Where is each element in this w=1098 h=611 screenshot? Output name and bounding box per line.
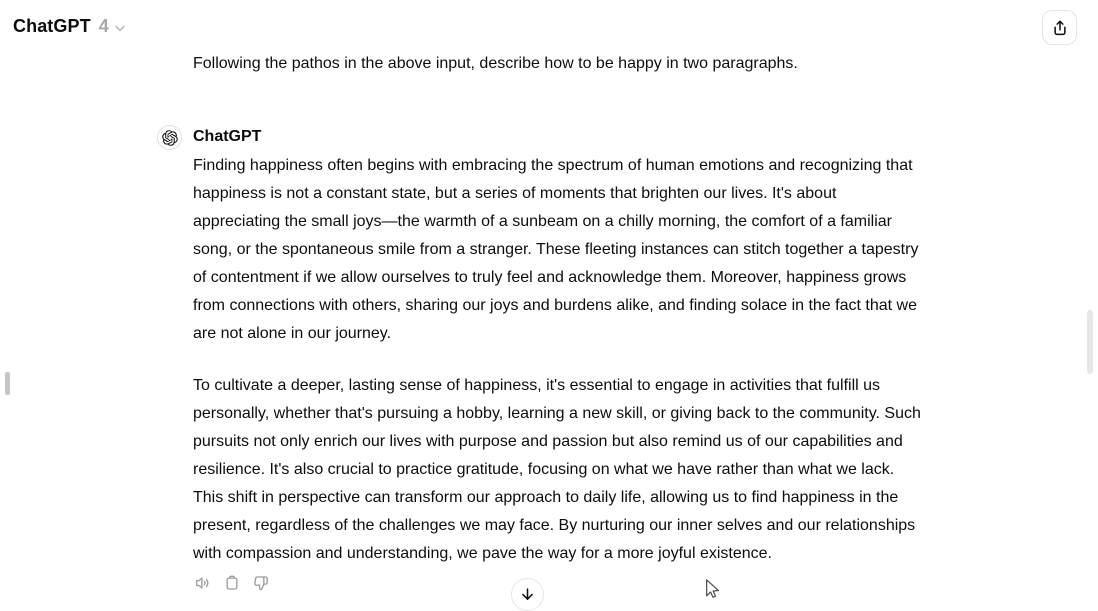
speaker-icon (194, 574, 212, 592)
assistant-name: ChatGPT (193, 128, 262, 145)
chevron-down-icon (112, 20, 128, 36)
message-actions (193, 571, 925, 595)
model-version: 4 (98, 16, 109, 36)
model-name: ChatGPT (13, 16, 91, 36)
read-aloud-button[interactable] (193, 573, 213, 593)
arrow-down-icon (519, 586, 536, 603)
scrollbar-thumb[interactable] (1087, 310, 1093, 374)
assistant-paragraph-1: Finding happiness often begins with embracing the spectrum of human emotions and recognizing that happiness is not a constant state, but a series of moments that brighten our lives. It's about appreciating the small joys—the warmth of a sunbeam on a chilly morning, the comfort of a familiar song, or the spontaneous smile from a stranger. These fleeting instances can stitch together a tapestry of contentment if we allow ourselves to truly feel and acknowledge them. Moreover, happiness grows from connections with others, sharing our joys and burdens alike, and finding solace in the fact that we are not alone in our journey. (193, 157, 919, 342)
copy-button[interactable] (222, 573, 242, 593)
assistant-paragraph-2: To cultivate a deeper, lasting sense of happiness, it's essential to engage in activities that fulfill us personally, whether that's pursuing a hobby, learning a new skill, or giving back to the community. Such pursuits not only enrich our lives with purpose and passion but also remind us of our capabilities and resilience. It's also crucial to practice gratitude, focusing on what we have rather than what we lack. This shift in perspective can transform our approach to daily life, allowing us to find happiness in the present, regardless of the challenges we may face. By nurturing our inner selves and our relationships with compassion and understanding, we pave the way for a more joyful existence. (193, 377, 921, 562)
clipboard-icon (223, 574, 241, 592)
bad-response-button[interactable] (251, 573, 271, 593)
openai-logo-icon (157, 125, 182, 150)
assistant-header (193, 125, 925, 149)
sidebar-scrollbar-thumb[interactable] (5, 372, 10, 395)
thumbs-down-icon (252, 574, 270, 592)
share-button[interactable] (1042, 10, 1077, 45)
conversation-thread (193, 0, 925, 595)
user-message: Following the pathos in the above input, describe how to be happy in two paragraphs. (193, 55, 798, 72)
share-upload-icon (1051, 19, 1069, 37)
assistant-message (193, 125, 925, 595)
scroll-to-bottom-button[interactable] (511, 578, 544, 611)
model-switcher[interactable] (13, 16, 128, 37)
